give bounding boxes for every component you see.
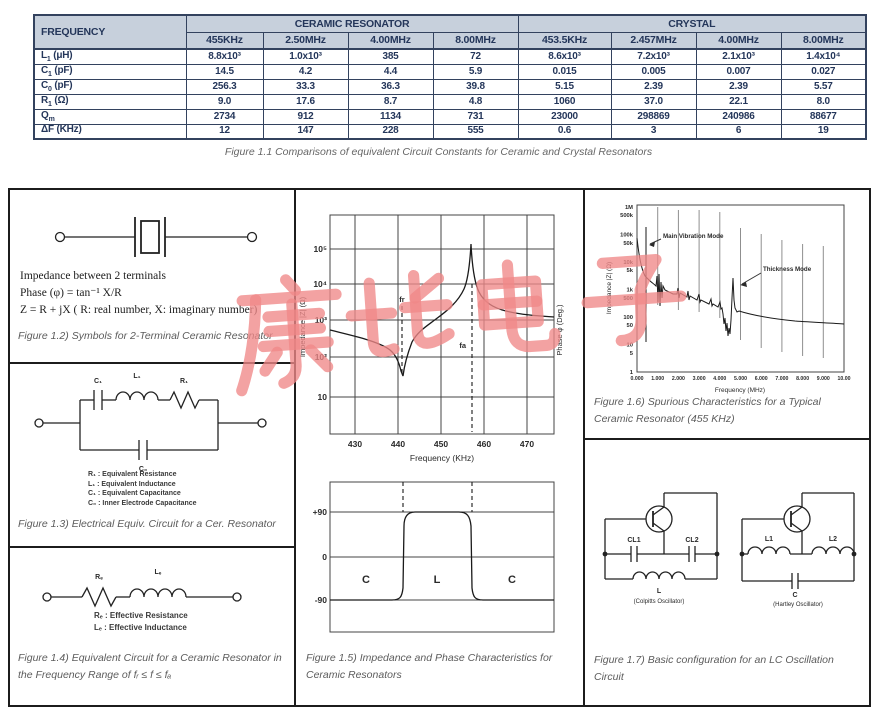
table-row — [34, 124, 866, 139]
table-cell: 298869 — [611, 109, 696, 124]
phase-formula-line: Phase (φ) = tan⁻¹ X/R — [20, 287, 122, 299]
r1-label: R₁ — [180, 378, 188, 385]
y-tick: 5 — [629, 351, 633, 357]
table-cell: 36.3 — [348, 79, 433, 94]
cl2-label: CL2 — [685, 537, 699, 544]
l1-label: L₁ — [133, 373, 141, 380]
region-c-label: C — [508, 574, 516, 586]
table-cell: 0.005 — [611, 64, 696, 79]
table-cell: 0.6 — [518, 124, 611, 139]
fr-label: fr — [399, 295, 405, 304]
table-cell: 7.2x10³ — [611, 49, 696, 64]
table-cell: 72 — [433, 49, 518, 64]
table-cell: 3 — [611, 124, 696, 139]
z-formula-line: Z = R + jX ( R: real number, X: imaginary number) — [20, 304, 258, 316]
table-cell: 5.9 — [433, 64, 518, 79]
impedance-phase-charts — [296, 190, 583, 705]
legend-line: R₁ : Equivalent Resistance — [88, 471, 177, 478]
figure-1-7-panel — [583, 438, 871, 707]
table-cell: 0.007 — [696, 64, 781, 79]
freq-col-header: 2.50MHz — [263, 32, 348, 49]
c1-label: C₁ — [94, 378, 102, 385]
figure-1-2-caption: Figure 1.2) Symbols for 2-Terminal Ceramic Resonator — [18, 330, 273, 342]
table-cell: 912 — [263, 109, 348, 124]
y-tick: 10² — [314, 352, 327, 362]
phase-axis-label: Phase φ (Deg.) — [555, 304, 564, 356]
y-tick: 10³ — [314, 315, 327, 325]
x-tick: 3.000 — [692, 376, 706, 382]
row-label: $C_1$ (pF) — [34, 64, 186, 79]
region-l-label: L — [433, 574, 441, 586]
table-cell: 2.39 — [611, 79, 696, 94]
y-tick: 100k — [620, 232, 633, 239]
table-cell: 4.4 — [348, 64, 433, 79]
x-tick: 5.000 — [734, 376, 747, 382]
table-cell: 8.7 — [348, 94, 433, 109]
x-tick: 430 — [347, 439, 363, 449]
table-cell: 8.6x10³ — [518, 49, 611, 64]
table-cell: 17.6 — [263, 94, 348, 109]
crystal-group-header: CRYSTAL — [518, 15, 866, 32]
region-c-label: C — [362, 574, 370, 586]
figure-1-7-caption: Figure 1.7) Basic configuration for an LC Oscillation Circuit — [594, 654, 834, 683]
x-tick: 8.000 — [796, 376, 810, 382]
x-tick: 470 — [519, 439, 535, 449]
figure-1-3-caption: Figure 1.3) Electrical Equiv. Circuit for a Cer. Resonator — [18, 518, 276, 530]
y-tick: 1k — [626, 287, 633, 294]
table-cell: 4.2 — [263, 64, 348, 79]
table-cell: 37.0 — [611, 94, 696, 109]
row-label: ΔF (KHz) — [34, 124, 186, 139]
y-tick: 10k — [623, 260, 633, 266]
y-tick: 500 — [623, 296, 633, 302]
table-cell: 39.8 — [433, 79, 518, 94]
table-cell: 23000 — [518, 109, 611, 124]
table-cell: 88677 — [781, 109, 866, 124]
x-tick: 6.000 — [754, 376, 768, 382]
table-row — [34, 109, 866, 124]
y-tick: 1M — [624, 205, 633, 211]
frequency-axis-label: Frequency (MHz) — [714, 387, 766, 394]
table-cell: 6 — [696, 124, 781, 139]
main-vibration-annotation — [649, 233, 724, 247]
y-tick: 10⁴ — [313, 279, 327, 289]
table-cell: 1060 — [518, 94, 611, 109]
table-row — [34, 64, 866, 79]
phase-chart — [313, 482, 554, 632]
table-cell: 2734 — [186, 109, 263, 124]
y-tick: 10 — [317, 392, 327, 402]
x-tick: 460 — [476, 439, 492, 449]
y-tick: 50 — [626, 323, 633, 329]
y-tick: 1 — [629, 370, 633, 376]
x-tick: 7.000 — [775, 376, 789, 382]
figure-1-3-panel — [8, 362, 296, 548]
legend-line: C₁ : Equivalent Capacitance — [88, 490, 181, 497]
freq-col-header: 2.457MHz — [611, 32, 696, 49]
comparison-table — [33, 14, 867, 140]
table-cell: 731 — [433, 109, 518, 124]
y-tick: 100 — [623, 315, 633, 321]
table-cell: 12 — [186, 124, 263, 139]
table-cell: 14.5 — [186, 64, 263, 79]
table-cell: 1.0x10³ — [263, 49, 348, 64]
figure-1-6-panel — [583, 188, 871, 440]
l2-label: L2 — [828, 536, 838, 543]
colpitts-circuit — [603, 493, 720, 605]
impedance-note-line: Impedance between 2 terminals — [20, 270, 166, 282]
frequency-header: FREQUENCY — [34, 15, 186, 49]
y-tick: 50k — [623, 241, 633, 247]
impedance-axis-label: Impedance |Z| (Ω) — [606, 261, 613, 315]
table-cell: 8.0 — [781, 94, 866, 109]
frequency-axis-label: Frequency (KHz) — [409, 453, 475, 463]
freq-col-header: 455KHz — [186, 32, 263, 49]
impedance-axis-label: Impedance |Z| (Ω) — [298, 296, 307, 358]
x-tick: 440 — [390, 439, 406, 449]
figure-1-2-panel — [8, 188, 296, 364]
ceramic-group-header: CERAMIC RESONATOR — [186, 15, 518, 32]
le-label: Lₑ — [154, 569, 162, 576]
figure-1-5-caption: Figure 1.5) Impedance and Phase Characteristics for Ceramic Resonators — [306, 652, 553, 681]
thickness-mode-label: Thickness Mode — [763, 266, 812, 273]
figure-1-4-caption: Figure 1.4) Equivalent Circuit for a Ceramic Resonator in the Frequency Range of fᵣ ≤ f ≤ fₐ — [18, 652, 282, 681]
y-tick: 10⁵ — [313, 244, 327, 254]
table-cell: 555 — [433, 124, 518, 139]
fa-label: fa — [459, 341, 466, 350]
table-cell: 385 — [348, 49, 433, 64]
table-cell: 2.1x10³ — [696, 49, 781, 64]
table-cell: 1.4x10⁴ — [781, 49, 866, 64]
table-cell: 0.027 — [781, 64, 866, 79]
table-cell: 1134 — [348, 109, 433, 124]
table-cell: 22.1 — [696, 94, 781, 109]
x-tick: 4.000 — [713, 376, 727, 382]
phase-tick: +90 — [312, 507, 327, 517]
row-label: $Q_m$ — [34, 109, 186, 124]
impedance-chart — [298, 215, 564, 463]
y-tick: 500k — [620, 213, 633, 219]
phase-tick: 0 — [322, 552, 327, 562]
table-cell: 240986 — [696, 109, 781, 124]
freq-col-header: 8.00MHz — [433, 32, 518, 49]
table-cell: 5.57 — [781, 79, 866, 94]
freq-col-header: 4.00MHz — [348, 32, 433, 49]
table-cell: 228 — [348, 124, 433, 139]
phase-tick: -90 — [314, 595, 327, 605]
c-label: C — [792, 592, 798, 599]
legend-line: Rₑ : Effective Resistance — [94, 611, 188, 620]
table-cell: 147 — [263, 124, 348, 139]
table-cell: 9.0 — [186, 94, 263, 109]
re-label: Rₑ — [95, 574, 103, 581]
row-label: $C_0$ (pF) — [34, 79, 186, 94]
table-cell: 33.3 — [263, 79, 348, 94]
table-cell: 8.8x10³ — [186, 49, 263, 64]
x-tick: 10.00 — [837, 376, 851, 382]
hartley-circuit — [740, 493, 857, 608]
table-row — [34, 94, 866, 109]
main-vibration-label: Main Vibration Mode — [663, 233, 724, 240]
y-tick: 10 — [626, 342, 633, 349]
row-label: $R_1$ (Ω) — [34, 94, 186, 109]
table-cell: 5.15 — [518, 79, 611, 94]
l-label: L — [656, 588, 662, 595]
x-tick: 9.000 — [816, 376, 830, 382]
l1-label: L1 — [764, 536, 774, 543]
table-group-header-row — [34, 15, 866, 32]
freq-col-header: 8.00MHz — [781, 32, 866, 49]
freq-col-header: 4.00MHz — [696, 32, 781, 49]
table-row — [34, 79, 866, 94]
x-tick: 2.000 — [671, 376, 685, 382]
table-cell: 19 — [781, 124, 866, 139]
table-cell: 0.015 — [518, 64, 611, 79]
table-row — [34, 49, 866, 64]
thickness-mode-annotation — [740, 266, 812, 287]
table-cell: 256.3 — [186, 79, 263, 94]
colpitts-label: (Colpitts Oscillator) — [633, 599, 685, 605]
row-label: $L_1$ (μH) — [34, 49, 186, 64]
table-cell: 2.39 — [696, 79, 781, 94]
y-tick: 5k — [626, 268, 633, 274]
freq-col-header: 453.5KHz — [518, 32, 611, 49]
legend-line: C₀ : Inner Electrode Capacitance — [88, 499, 197, 507]
hartley-label: (Hartley Oscillator) — [773, 602, 823, 608]
c0-label: C₀ — [138, 466, 148, 473]
legend-line: L₁ : Equivalent Inductance — [88, 480, 176, 488]
figure-1-1-caption: Figure 1.1 Comparisons of equivalent Circuit Constants for Ceramic and Crystal Resonators — [224, 146, 653, 158]
x-tick: 1.000 — [651, 376, 665, 382]
x-tick: 450 — [433, 439, 449, 449]
x-tick: 0.000 — [630, 376, 644, 382]
legend-line: Lₑ : Effective Inductance — [94, 623, 187, 632]
cl1-label: CL1 — [627, 537, 641, 544]
figure-1-5-panel — [294, 188, 585, 707]
figure-1-6-caption: Figure 1.6) Spurious Characteristics for a Typical Ceramic Resonator (455 KHz) — [594, 396, 821, 425]
figure-1-4-panel — [8, 546, 296, 707]
table-cell: 4.8 — [433, 94, 518, 109]
